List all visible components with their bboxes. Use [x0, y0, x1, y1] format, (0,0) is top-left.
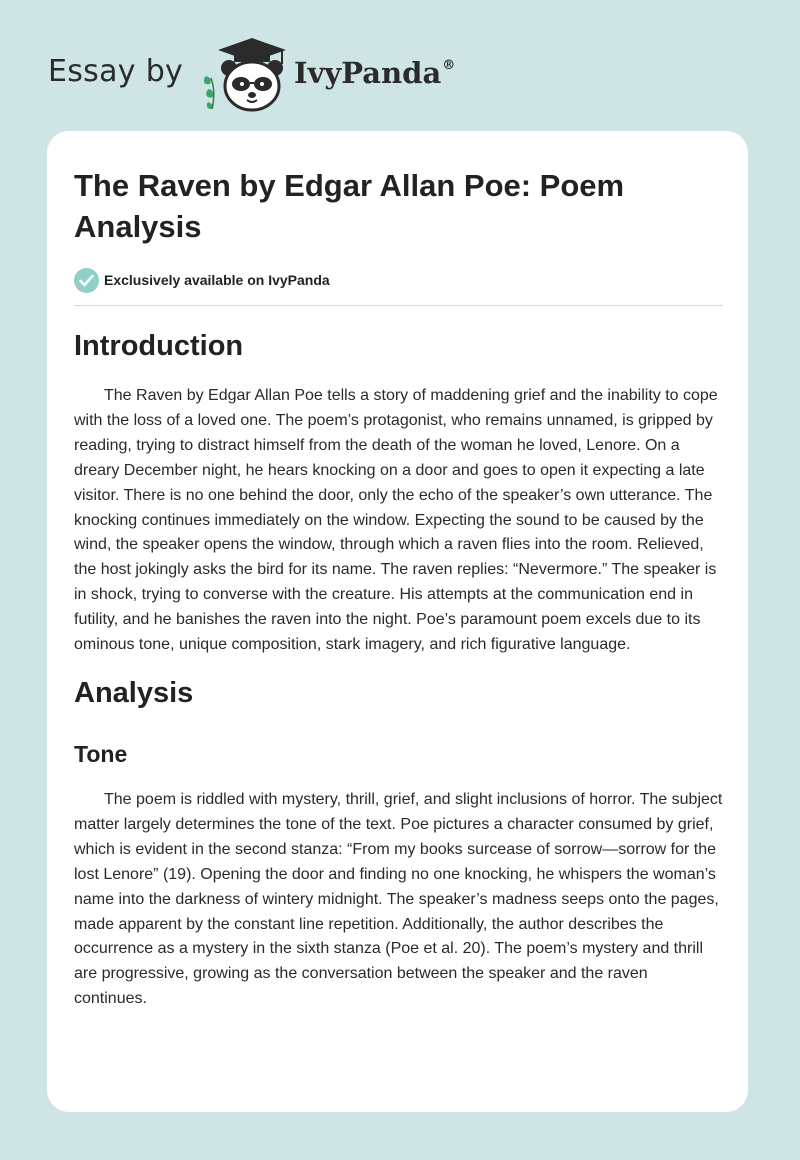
panda-graduate-icon[interactable]	[202, 34, 288, 112]
title-divider	[74, 305, 723, 306]
article-title: The Raven by Edgar Allan Poe: Poem Analysis	[74, 168, 625, 244]
site-header	[48, 34, 508, 114]
brand-name[interactable]: IvyPanda®	[294, 56, 456, 90]
analysis-heading: Analysis	[74, 676, 194, 709]
introduction-heading: Introduction	[74, 330, 244, 362]
registered-mark: ®	[442, 58, 456, 73]
essay-by-label: Essay by	[48, 54, 184, 89]
introduction-paragraph: The Raven by Edgar Allan Poe tells a story of maddening grief and the inability to cope with the loss of a loved one. The poem’s protagonist, who remains unnamed, is gripped by reading, trying to distract himself from the death of the woman he loved, Lenore. On a dreary December night, he hears knocking on a door and goes to open it expecting a late visitor. There is no one behind the door, only the echo of the speaker’s own utterance. The knocking continues immediately on the window. Expecting the sound to be caused by the wind, the speaker opens the window, through which a raven flies into the room. Relieved, the host jokingly asks the bird for its name. The raven replies: “Nevermore.” The speaker is in shock, trying to converse with the creature. His attempts at the communication end in futility, and he banishes the raven into the night. Poe’s paramount poem excels due to its ominous tone, unique composition, stark imagery, and rich figurative language.	[74, 387, 718, 654]
tone-heading: Tone	[74, 740, 128, 767]
tone-paragraph: The poem is riddled with mystery, thrill, grief, and slight inclusions of horror. The subject matter largely determines the tone of the text. Poe pictures a character consumed by grief, which is evident in the second stanza: “From my books surcease of sorrow—sorrow for the lost Lenore” (19). Opening the door and finding no one knocking, he whispers the woman’s name into the darkness of wintery midnight. The speaker’s madness seeps onto the pages, made apparent by the constant line repetition. Additionally, the author describes the occurrence as a mystery in the sixth stanza (Poe et al. 20). The poem’s mystery and thrill are progressive, growing as the conversation between the speaker and the raven continues.	[74, 790, 723, 1008]
article-content	[74, 165, 724, 1012]
exclusive-badge	[74, 267, 724, 293]
article-card	[47, 131, 748, 1112]
exclusive-label: Exclusively available on IvyPanda	[104, 272, 330, 288]
check-circle-icon	[74, 268, 99, 293]
